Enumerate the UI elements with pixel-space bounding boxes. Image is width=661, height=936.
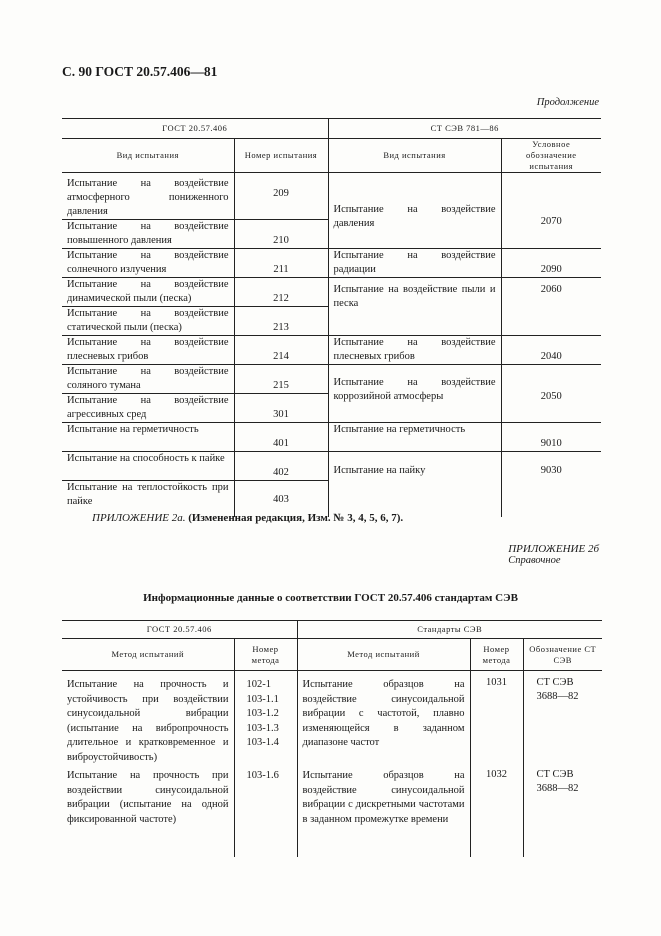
- table-row: Испытание на теплостойкость при пайке: [67, 482, 229, 507]
- appendix-title: ПРИЛОЖЕНИЕ 2б: [508, 543, 599, 555]
- table-row: Испытание на воздействие давления: [328, 173, 501, 249]
- designation-code: 9010: [501, 423, 601, 452]
- method-number: 103-1.3: [246, 722, 279, 734]
- page-header: С. 90 ГОСТ 20.57.406—81: [62, 64, 218, 79]
- method-number-sev: 1032: [470, 765, 523, 857]
- col-header-method: Метод испытаний: [62, 639, 234, 671]
- test-number: 301: [234, 394, 328, 423]
- col-header-test-type-sev: Вид испытания: [328, 139, 501, 173]
- appendix-subtitle: Справочное: [508, 555, 561, 566]
- sev-standard: СТ СЭВ 3688—82: [523, 765, 602, 857]
- method-numbers: [234, 765, 297, 857]
- designation-code: 9030: [501, 452, 601, 517]
- table-row: Испытание на герметичность: [328, 423, 501, 452]
- method-number: 103-1.4: [246, 737, 279, 748]
- table-row: Испытание образцов на воздействие синусоидальной вибрации с дискретными частотами в заданном промежутке времени: [297, 765, 470, 857]
- table-row: Испытание на воздействие плесневых грибов: [62, 336, 234, 365]
- test-number: 210: [234, 220, 328, 249]
- test-number: 214: [234, 336, 328, 365]
- table-row: Испытание на воздействие агрессивных сред: [62, 394, 234, 423]
- table-row: Испытание на воздействие пыли и песка: [328, 278, 501, 336]
- correspondence-table-sev781: [62, 118, 601, 517]
- sev-standard: СТ СЭВ 3688—82: [523, 671, 602, 766]
- note-edition: (Измененная редакция, Изм. № 3, 4, 5, 6, 7).: [188, 512, 404, 524]
- method-number: 103-1.6: [246, 770, 279, 781]
- table-row: Испытание на воздействие статической пыли (песка): [62, 307, 234, 336]
- group-header-gost: ГОСТ 20.57.406: [62, 119, 328, 139]
- method-number: 103-1.2: [246, 708, 279, 719]
- designation-code: 2090: [501, 249, 601, 278]
- col-header-designation: Обозначение СТ СЭВ: [523, 639, 602, 671]
- test-number: 213: [234, 307, 328, 336]
- method-number: 102-1: [246, 679, 271, 690]
- group-header-sev: СТ СЭВ 781—86: [328, 119, 601, 139]
- col-header-test-type: Вид испытания: [62, 139, 234, 173]
- designation-code: 2070: [501, 173, 601, 249]
- col-header-designation: Условное обозначение испытания: [501, 139, 601, 173]
- test-number: 403: [234, 481, 328, 517]
- table-row: Испытание на воздействие плесневых грибов: [328, 336, 501, 365]
- col-header-method-sev: Метод испытаний: [297, 639, 470, 671]
- method-number: 103-1.1: [246, 693, 279, 705]
- table-row: Испытание на воздействие коррозийной атмосферы: [328, 365, 501, 423]
- test-number: 212: [234, 278, 328, 307]
- table-row: Испытание на способность к пайке: [62, 452, 234, 481]
- designation-code: 2050: [501, 365, 601, 423]
- col-header-method-number-sev: Номер метода: [470, 639, 523, 671]
- test-number: 209: [234, 173, 328, 220]
- table-row: Испытание на воздействие атмосферного пониженного давления: [62, 173, 234, 220]
- table-row: Испытание на воздействие повышенного давления: [62, 220, 234, 249]
- appendix-label: [508, 543, 599, 566]
- designation-code: 2040: [501, 336, 601, 365]
- test-number: 402: [234, 452, 328, 481]
- group-header-sev: Стандарты СЭВ: [297, 621, 602, 639]
- test-number: 211: [234, 249, 328, 278]
- test-number: 215: [234, 365, 328, 394]
- table-row: Испытание образцов на воздействие синусоидальной вибрации с частотой, плавно изменяющейся в заданном диапазоне частот: [297, 671, 470, 766]
- test-number: 401: [234, 423, 328, 452]
- correspondence-table-sev-standards: [62, 620, 602, 857]
- continuation-label: Продолжение: [536, 97, 599, 108]
- amendment-note: [92, 512, 403, 524]
- table-row: Испытание на прочность и устойчивость при воздействии синусоидальной вибрации (испытание на вибропрочность длительное и кратковременное и виброустойчивость): [67, 679, 229, 763]
- method-numbers: [234, 671, 297, 766]
- table-row: Испытание на воздействие солнечного излучения: [62, 249, 234, 278]
- col-header-method-number: Номер метода: [234, 639, 297, 671]
- table-row: Испытание на прочность при воздействии синусоидальной вибрации (испытание на одной фиксированной частоте): [67, 770, 229, 825]
- method-number-sev: 1031: [470, 671, 523, 766]
- designation-code: 2060: [501, 278, 601, 336]
- table-row: Испытание на пайку: [328, 452, 501, 517]
- table-row: Испытание на воздействие динамической пыли (песка): [62, 278, 234, 307]
- table-row: Испытание на воздействие радиации: [328, 249, 501, 278]
- section-title: Информационные данные о соответствии ГОСТ 20.57.406 стандартам СЭВ: [143, 592, 518, 604]
- table-row: Испытание на воздействие соляного тумана: [62, 365, 234, 394]
- col-header-test-number: Номер испытания: [234, 139, 328, 173]
- note-appendix-ref: ПРИЛОЖЕНИЕ 2а.: [92, 512, 186, 524]
- group-header-gost: ГОСТ 20.57.406: [62, 621, 297, 639]
- table-row: Испытание на герметичность: [62, 423, 234, 452]
